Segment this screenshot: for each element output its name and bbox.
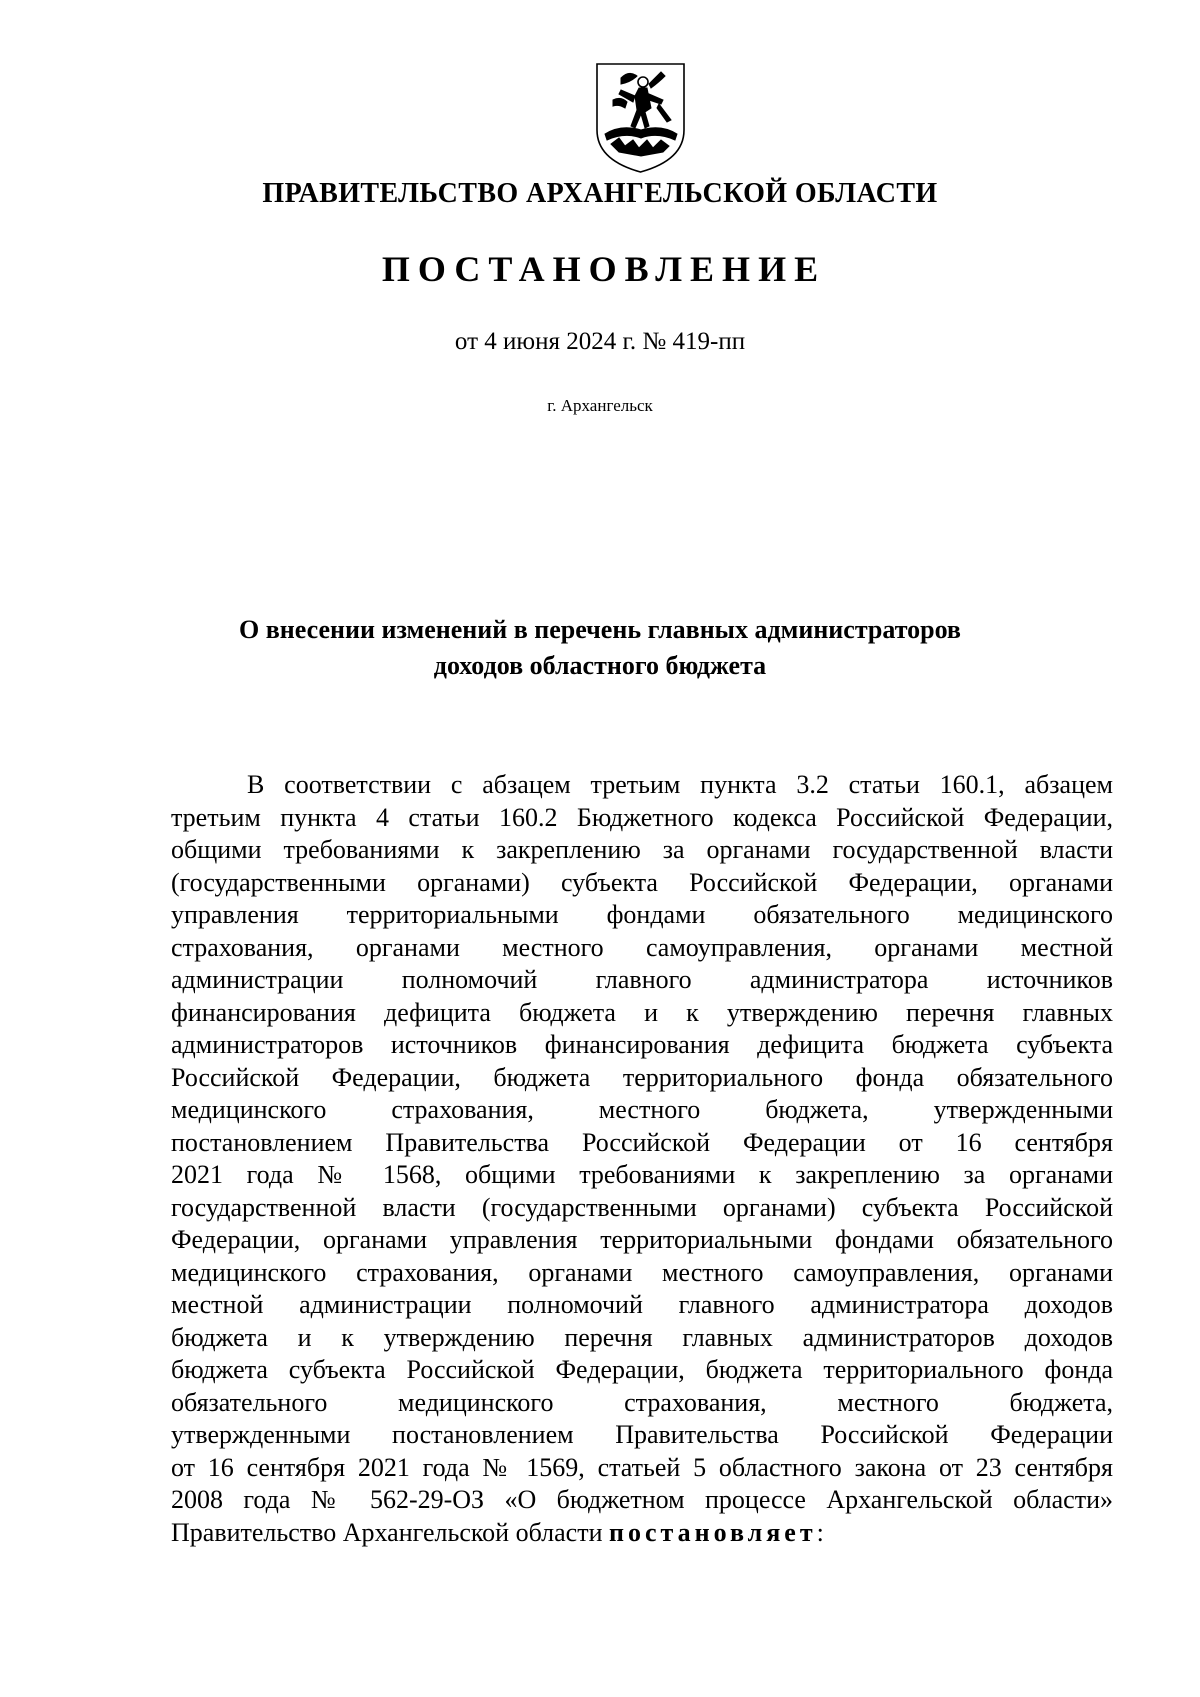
body-line: финансирования дефицита бюджета и к утверждению перечня главных — [171, 997, 1113, 1027]
document-date-number: от 4 июня 2024 г. № 419-пп — [454, 328, 746, 355]
document-city: г. Архангельск — [547, 396, 653, 415]
government-title: ПРАВИТЕЛЬСТВО АРХАНГЕЛЬСКОЙ ОБЛАСТИ — [262, 178, 938, 209]
subject-line-2: доходов областного бюджета — [433, 651, 767, 680]
body-line: постановлением Правительства Российской Федерации от 16 сентября — [171, 1127, 1113, 1157]
final-line-emphasis: постановляет — [609, 1517, 817, 1547]
body-line: 2008 года № 562-29-ОЗ «О бюджетном процессе Архангельской области» — [171, 1485, 1113, 1514]
body-final-line — [171, 1517, 1113, 1550]
body-line: медицинского страхования, местного бюджета, утвержденными — [171, 1095, 1113, 1124]
body-line: Федерации, органами управления территориальными фондами обязательного — [171, 1225, 1113, 1254]
body-line: страхования, органами местного самоуправления, органами местной — [171, 932, 1113, 962]
body-line: В соответствии с абзацем третьим пункта 3.2 статьи 160.1, абзацем — [247, 770, 1113, 799]
body-line: от 16 сентября 2021 года № 1569, статьей 5 областного закона от 23 сентября — [171, 1452, 1113, 1482]
final-line-suffix: : — [816, 1517, 824, 1547]
body-line: обязательного медицинского страхования, местного бюджета, — [171, 1387, 1113, 1417]
body-line: бюджета субъекта Российской Федерации, бюджета территориального фонда — [171, 1355, 1113, 1384]
body-line: (государственными органами) субъекта Российской Федерации, органами — [171, 867, 1113, 897]
document-subject — [0, 612, 1200, 684]
final-line-prefix: Правительство Архангельской области — [171, 1517, 610, 1547]
body-line: бюджета и к утверждению перечня главных администраторов доходов — [171, 1322, 1113, 1352]
body-line: местной администрации полномочий главного администратора доходов — [171, 1290, 1113, 1319]
body-line: 2021 года № 1568, общими требованиями к закреплению за органами — [171, 1160, 1113, 1189]
body-line: третьим пункта 4 статьи 160.2 Бюджетного кодекса Российской Федерации, — [171, 802, 1113, 832]
body-line: государственной власти (государственными органами) субъекта Российской — [171, 1192, 1113, 1222]
body-line: управления территориальными фондами обязательного медицинского — [171, 900, 1113, 929]
document-type-heading: ПОСТАНОВЛЕНИЕ — [381, 249, 827, 289]
body-line: администраторов источников финансирования дефицита бюджета субъекта — [171, 1030, 1113, 1059]
archangel-coat-of-arms-icon — [591, 60, 690, 174]
body-line: Российской Федерации, бюджета территориального фонда обязательного — [171, 1062, 1113, 1092]
document-body — [171, 769, 1113, 1549]
subject-line-1: О внесении изменений в перечень главных администраторов — [239, 615, 961, 644]
body-line: общими требованиями к закреплению за органами государственной власти — [171, 835, 1113, 864]
body-line: медицинского страхования, органами местного самоуправления, органами — [171, 1257, 1113, 1287]
body-line: утвержденными постановлением Правительства Российской Федерации — [171, 1420, 1113, 1449]
coat-of-arms-emblem — [591, 60, 690, 174]
body-line: администрации полномочий главного администратора источников — [171, 965, 1113, 994]
